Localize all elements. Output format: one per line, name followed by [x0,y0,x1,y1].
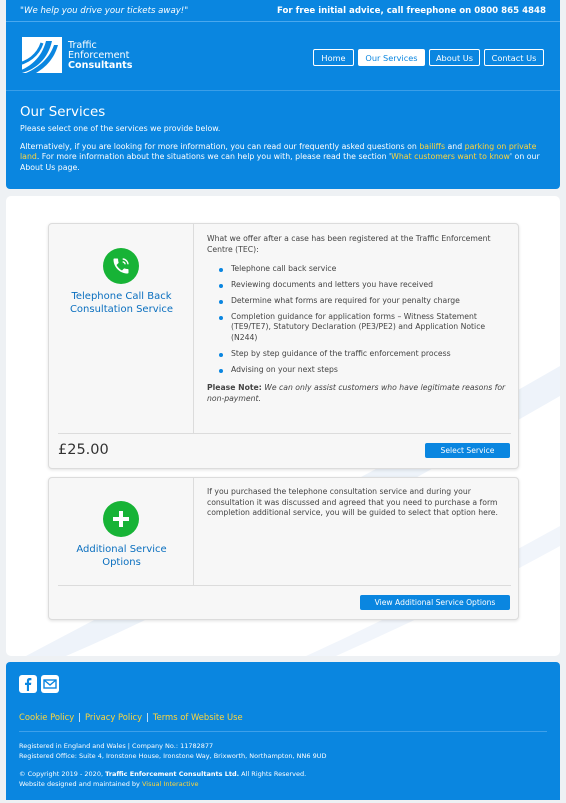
list-item: Step by step guidance of the traffic enforcement process [207,349,510,360]
service-description: If you purchased the telephone consultation service and during your consultation it was discussed and agreed that you need to purchase a form completion additional service, you will be guided to select that option here. [207,487,498,518]
intro-more-info-text: . For more information about the situations we can help you with, please read the section ' [36,152,392,162]
phone-icon [103,248,139,284]
freephone-text[interactable]: For free initial advice, call freephone on 0800 865 4848 [276,5,546,16]
what-customers-want-link[interactable]: What customers want to know [391,152,510,162]
services-panel [6,196,560,656]
service-price: £25.00 [58,442,109,458]
plus-icon [103,501,139,537]
top-bar [6,0,560,22]
service-card-additional [48,477,519,620]
facebook-icon[interactable] [19,675,37,693]
service-title: Telephone Call Back Consultation Service [69,291,174,315]
nav-about-us[interactable]: About Us [429,49,480,66]
nav-home[interactable]: Home [313,49,354,66]
logo-line-1: Traffic [68,40,97,51]
list-item: Telephone call back service [207,264,510,275]
service-card-telephone [48,223,519,469]
nav-our-services[interactable]: Our Services [358,49,425,66]
designer-credit [19,779,306,789]
intro-text: Please select one of the services we provide below. [20,124,221,133]
service-intro-text: What we offer after a case has been registered at the Traffic Enforcement Centre (TEC): [207,234,491,254]
header [6,22,560,90]
card-divider [58,585,511,586]
tagline: "We help you drive your tickets away!" [20,5,189,16]
email-icon[interactable] [41,675,59,693]
list-item: Determine what forms are required for your penalty charge [207,296,510,307]
copyright-line [19,769,306,779]
road-logo-icon [12,35,64,75]
cookie-policy-link[interactable]: Cookie Policy [19,712,75,722]
link-separator: | [78,712,82,722]
select-service-button[interactable]: Select Service [425,443,510,458]
social-links [19,675,59,693]
logo[interactable] [12,32,136,78]
services-intro [6,90,560,189]
footer-links [19,712,243,722]
terms-link[interactable]: Terms of Website Use [152,712,243,722]
company-registration [19,741,327,761]
service-note [207,383,510,404]
privacy-policy-link[interactable]: Privacy Policy [85,712,143,722]
intro-more-info-text: and [445,141,465,151]
page-title: Our Services [20,105,106,120]
visual-interactive-link[interactable]: Visual Interactive [141,780,199,788]
intro-more-info-text: ' on our About Us page. [20,152,540,172]
view-additional-services-button[interactable]: View Additional Service Options [360,595,510,610]
list-item: Reviewing documents and letters you have received [207,280,510,291]
copyright-text: © Copyright 2019 - 2020, [19,770,106,778]
rights-text: All Rights Reserved. [239,770,307,778]
copyright [19,769,306,789]
parking-private-land-link[interactable]: parking on private land [20,141,537,162]
intro-more-info-text: Alternatively, if you are looking for more information, you can read our frequently asked questions on [20,141,420,151]
intro-more-info [20,142,546,174]
note-text: We can only assist customers who have legitimate reasons for non-payment. [207,383,506,404]
list-item: Advising on your next steps [207,365,510,376]
service-description [207,234,510,405]
list-item: Completion guidance for application forms – Witness Statement (TE9/TE7), Statutory Declaration (PE3/PE2) and Application Notice (N244) [207,312,510,344]
link-separator: | [146,712,149,722]
logo-line-3: Consultants [68,60,133,71]
footer-divider [19,731,547,732]
service-features-list [207,264,510,375]
logo-line-2: Enforcement [68,50,130,61]
note-label: Please Note: [207,383,262,393]
company-name: Traffic Enforcement Consultants Ltd. [105,770,240,778]
bailiffs-link[interactable]: bailiffs [419,141,446,151]
service-title: Additional Service Options [76,544,167,568]
main-nav [313,49,544,66]
footer [6,662,560,800]
registration-line: Registered in England and Wales | Company No.: 11782877 [19,742,214,750]
registered-office: Registered Office: Suite 4, Ironstone House, Ironstone Way, Brixworth, Northampton, NN6 9UD [19,752,327,760]
designer-text: Website designed and maintained by [19,780,142,788]
nav-contact-us[interactable]: Contact Us [484,49,544,66]
card-divider [58,433,511,434]
